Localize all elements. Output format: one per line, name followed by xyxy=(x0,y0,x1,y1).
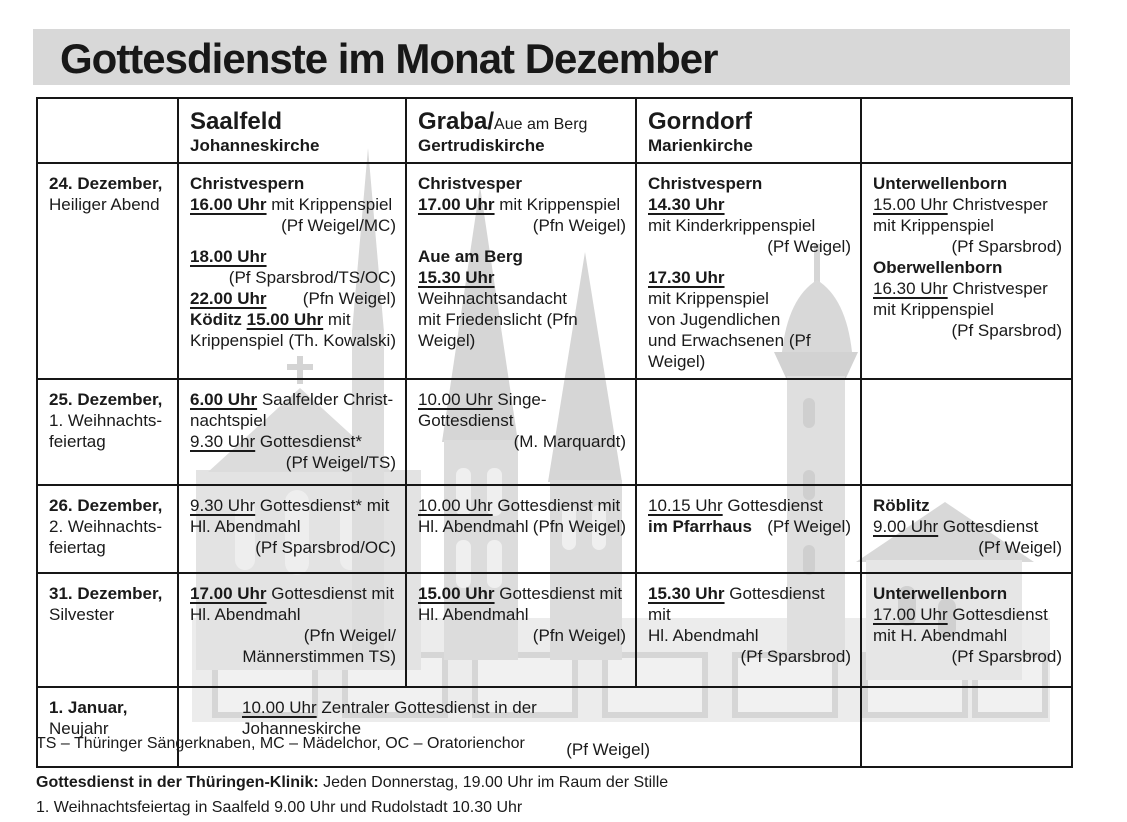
schedule-line: Heiliger Abend xyxy=(49,195,160,214)
schedule-line: (M. Marquardt) xyxy=(513,432,626,451)
schedule-line: Röblitz xyxy=(873,496,930,515)
row-26-december xyxy=(37,485,1072,573)
schedule-line: mit Krippenspiel xyxy=(873,300,994,319)
graba-title-note: Aue am Berg xyxy=(494,116,588,133)
schedule-line: mit Kinderkrippenspiel xyxy=(648,216,816,235)
schedule-line: mit Krippenspiel xyxy=(873,216,994,235)
schedule-line: Krippenspiel (Th. Kowalski) xyxy=(190,331,396,350)
schedule-line: (Pf Sparsbrod/TS/OC) xyxy=(228,268,396,287)
cell-date-1jan xyxy=(37,687,178,767)
cell-date-26dec xyxy=(37,485,178,573)
header-empty xyxy=(37,98,178,163)
schedule-line: 6.00 Uhr Saalfelder Christ- xyxy=(190,390,394,409)
abbreviation-note: TS – Thüringer Sängerknaben, MC – Mädelchor, OC – Oratorienchor xyxy=(36,735,525,752)
schedule-line: 22.00 Uhr (Pfn Weigel) xyxy=(190,289,396,308)
schedule-line: Köditz 15.00 Uhr mit xyxy=(190,310,351,329)
schedule-line: (Pf Weigel/TS) xyxy=(285,453,396,472)
cell-gorndorf-25dec xyxy=(636,379,861,485)
schedule-line: 17.00 Uhr Gottesdienst mit xyxy=(190,584,395,603)
schedule-line: 14.30 Uhr xyxy=(648,195,725,214)
schedule-line: 10.15 Uhr Gottesdienst xyxy=(648,496,823,515)
schedule-line: (Pf Sparsbrod/OC) xyxy=(255,538,396,557)
cell-region-24dec xyxy=(861,163,1072,379)
header-gorndorf xyxy=(636,98,861,163)
klinik-line-1 xyxy=(36,770,668,795)
schedule-line: (Pf Weigel/MC) xyxy=(281,216,396,235)
klinik-label: Gottesdienst in der Thüringen-Klinik: xyxy=(36,774,319,791)
cell-gorndorf-31dec xyxy=(636,573,861,687)
schedule-line: 15.30 Uhr Weihnachtsandacht xyxy=(418,268,568,308)
header-graba xyxy=(406,98,636,163)
cell-saalfeld-31dec xyxy=(178,573,406,687)
schedule-line: 31. Dezember, xyxy=(49,584,163,603)
row-24-december xyxy=(37,163,1072,379)
schedule-line: 17.30 Uhr xyxy=(648,268,725,287)
schedule-line: 10.00 Uhr Singe-Gottesdienst xyxy=(418,390,547,430)
cell-saalfeld-24dec xyxy=(178,163,406,379)
schedule-line: (Pf Sparsbrod) xyxy=(951,321,1062,340)
schedule-line: Hl. Abendmahl xyxy=(190,517,301,536)
schedule-line: 9.00 Uhr Gottesdienst xyxy=(873,517,1039,536)
schedule-line: 18.00 Uhr xyxy=(190,247,267,266)
service-schedule-table xyxy=(36,97,1073,768)
klinik-line-2: 1. Weihnachtsfeiertag in Saalfeld 9.00 Uhr und Rudolstadt 10.30 Uhr xyxy=(36,799,523,816)
saalfeld-title: Saalfeld xyxy=(190,108,283,135)
header-saalfeld xyxy=(178,98,406,163)
schedule-line: mit Krippenspiel xyxy=(648,289,769,308)
schedule-line: Hl. Abendmahl (Pfn Weigel) xyxy=(418,517,626,536)
schedule-line: (Pfn Weigel) xyxy=(532,216,626,235)
row-25-december xyxy=(37,379,1072,485)
cell-date-24dec xyxy=(37,163,178,379)
schedule-line: von Jugendlichen xyxy=(648,310,781,329)
schedule-line: feiertag xyxy=(49,432,106,451)
graba-title: Graba/ xyxy=(418,108,495,135)
schedule-line: Christvesper xyxy=(418,174,522,193)
schedule-line: Oberwellenborn xyxy=(873,258,1003,277)
klinik-note xyxy=(36,770,668,820)
schedule-line: 10.00 Uhr Zentraler Gottesdienst in der Johanneskirche xyxy=(242,698,537,738)
schedule-line: Hl. Abendmahl xyxy=(648,626,759,645)
schedule-line: 17.00 Uhr Gottesdienst xyxy=(873,605,1048,624)
schedule-line: 15.00 Uhr Christvesper xyxy=(873,195,1048,214)
cell-gorndorf-24dec xyxy=(636,163,861,379)
schedule-line: und Erwachsenen (Pf Weigel) xyxy=(648,331,811,371)
schedule-line: 15.30 Uhr Gottesdienst mit xyxy=(648,584,825,624)
schedule-line: 25. Dezember, xyxy=(49,390,163,409)
schedule-line: 9.30 Uhr Gottesdienst* xyxy=(190,432,362,451)
schedule-line: Neujahr xyxy=(49,719,109,738)
klinik-text: Jeden Donnerstag, 19.00 Uhr im Raum der Stille xyxy=(318,774,669,791)
schedule-line: (Pf Sparsbrod) xyxy=(740,647,851,666)
schedule-line: im Pfarrhaus (Pf Weigel) xyxy=(648,517,851,536)
schedule-line: nachtspiel xyxy=(190,411,267,430)
cell-graba-31dec xyxy=(406,573,636,687)
schedule-line: 1. Weihnachts- xyxy=(49,411,163,430)
cell-graba-24dec xyxy=(406,163,636,379)
schedule-line: mit Friedenslicht (Pfn Weigel) xyxy=(418,310,578,350)
schedule-line: 9.30 Uhr Gottesdienst* mit xyxy=(190,496,390,515)
schedule-line: feiertag xyxy=(49,538,106,557)
page-title: Gottesdienste im Monat Dezember xyxy=(60,35,718,82)
schedule-line: 1. Januar, xyxy=(49,698,128,717)
header-region-empty xyxy=(861,98,1072,163)
gorndorf-title: Gorndorf xyxy=(648,108,752,135)
schedule-line: Hl. Abendmahl xyxy=(418,605,529,624)
cell-graba-25dec xyxy=(406,379,636,485)
schedule-line: (Pf Weigel) xyxy=(566,740,650,759)
schedule-line: Silvester xyxy=(49,605,115,624)
cell-saalfeld-26dec xyxy=(178,485,406,573)
schedule-line: Aue am Berg xyxy=(418,247,523,266)
schedule-line: (Pf Sparsbrod) xyxy=(951,647,1062,666)
row-31-december xyxy=(37,573,1072,687)
schedule-line: (Pf Sparsbrod) xyxy=(951,237,1062,256)
schedule-line: 24. Dezember, xyxy=(49,174,163,193)
cell-date-31dec xyxy=(37,573,178,687)
schedule-line: 10.00 Uhr Gottesdienst mit xyxy=(418,496,621,515)
schedule-line: Hl. Abendmahl xyxy=(190,605,301,624)
schedule-line: (Pf Weigel) xyxy=(767,237,851,256)
schedule-line: Unterwellenborn xyxy=(873,174,1008,193)
schedule-line: 2. Weihnachts- xyxy=(49,517,163,536)
schedule-line: 16.00 Uhr mit Krippenspiel xyxy=(190,195,393,214)
cell-region-25dec xyxy=(861,379,1072,485)
schedule-line: (Pfn Weigel/ xyxy=(303,626,396,645)
schedule-line: Männerstimmen TS) xyxy=(242,647,396,666)
header-row xyxy=(37,98,1072,163)
row-1-january xyxy=(37,687,1072,767)
schedule-line: (Pf Weigel) xyxy=(978,538,1062,557)
graba-subtitle: Gertrudiskirche xyxy=(418,136,545,155)
schedule-line: 15.00 Uhr Gottesdienst mit xyxy=(418,584,623,603)
cell-central-service-1jan xyxy=(178,687,861,767)
schedule-line: 26. Dezember, xyxy=(49,496,163,515)
cell-graba-26dec xyxy=(406,485,636,573)
cell-region-26dec xyxy=(861,485,1072,573)
schedule-line: mit H. Abendmahl xyxy=(873,626,1008,645)
schedule-line: 17.00 Uhr mit Krippenspiel xyxy=(418,195,621,214)
cell-region-31dec xyxy=(861,573,1072,687)
cell-region-1jan xyxy=(861,687,1072,767)
schedule-line: Christvespern xyxy=(190,174,305,193)
gorndorf-subtitle: Marienkirche xyxy=(648,136,753,155)
cell-date-25dec xyxy=(37,379,178,485)
cell-saalfeld-25dec xyxy=(178,379,406,485)
cell-gorndorf-26dec xyxy=(636,485,861,573)
schedule-line: Christvespern xyxy=(648,174,763,193)
schedule-line: 16.30 Uhr Christvesper xyxy=(873,279,1048,298)
title-banner xyxy=(33,29,1070,85)
saalfeld-subtitle: Johanneskirche xyxy=(190,136,320,155)
schedule-line: (Pfn Weigel) xyxy=(532,626,626,645)
schedule-line: Unterwellenborn xyxy=(873,584,1008,603)
